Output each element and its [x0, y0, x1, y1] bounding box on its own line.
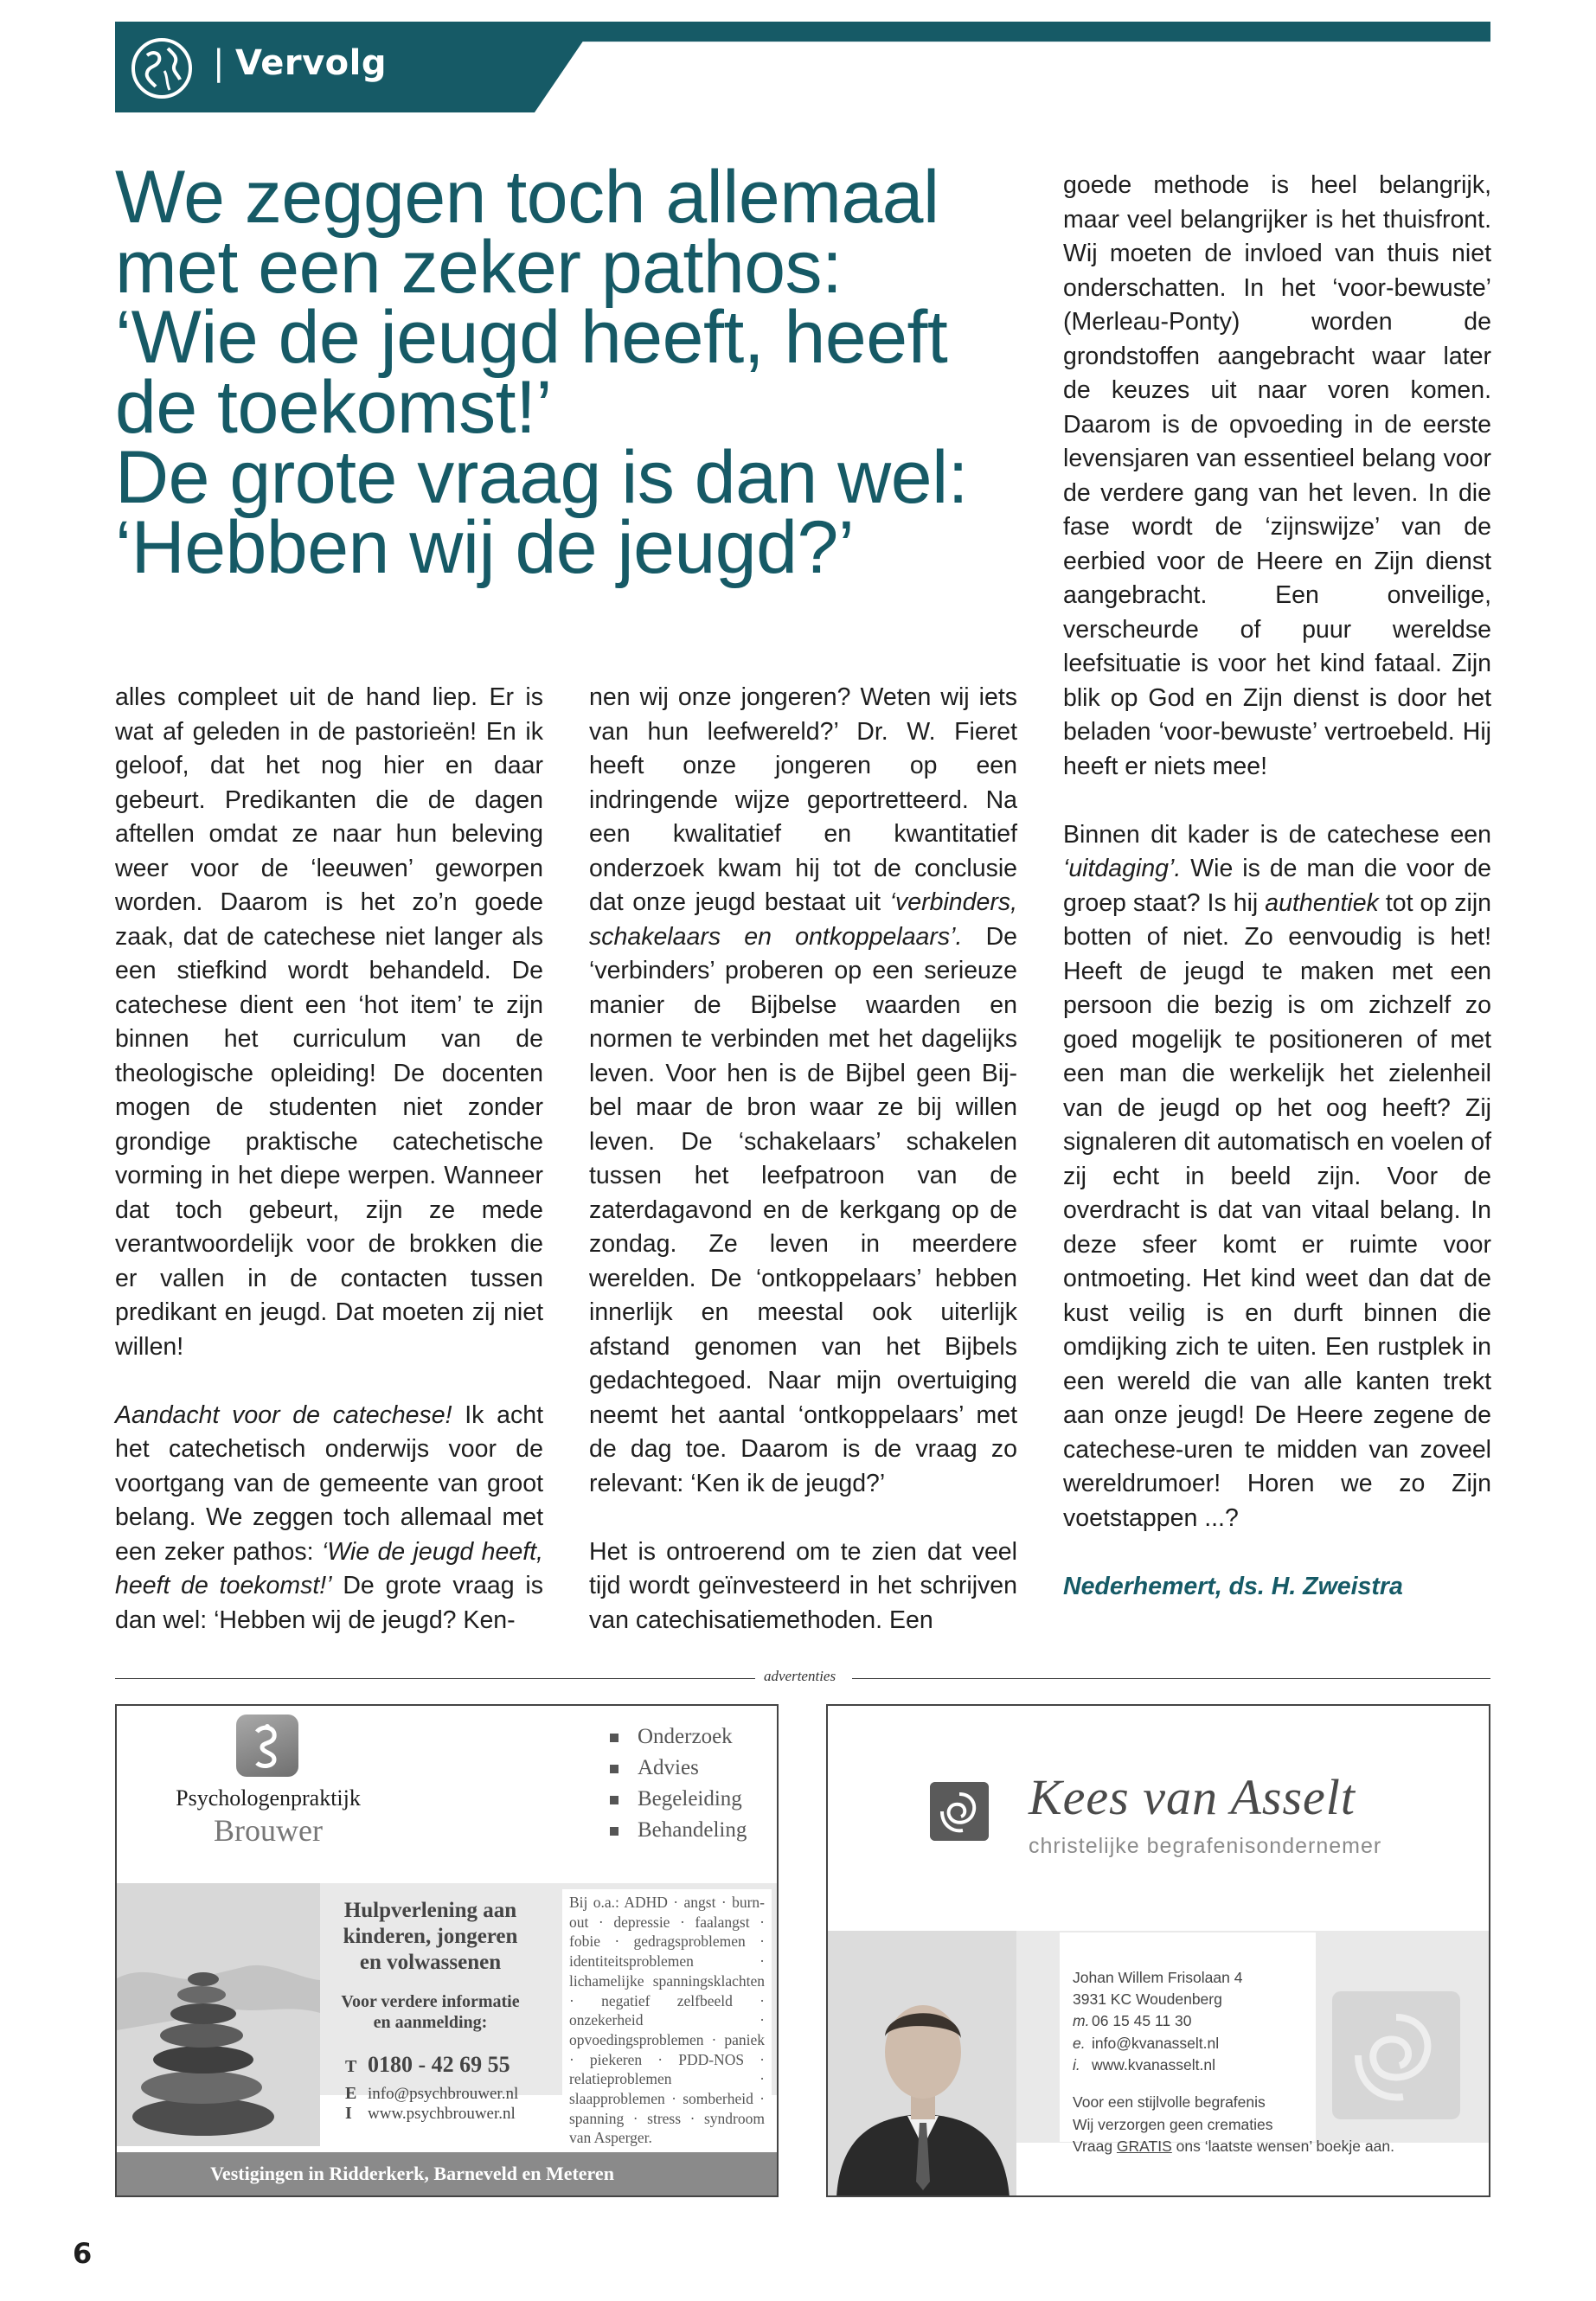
article-column-1: [115, 681, 543, 1638]
paragraph: Binnen dit kader is de catechese een ‘uitdaging’. Wie is de man die voor de groep staat? Is hij authentiek tot op zijn botten of niet. Zo eenvoudig is het! Heeft de jeugd te maken met een persoon die bezig is om zichzelf zo goed mogelijk te positioneren of met een man die werkelijk het zielenheil van de jeugd op het oog heeft? Zij signaleren dit automatisch en voelen of zij echt in beeld zijn. Voor de overdracht is dat van vitaal belang. In deze sfeer komt er ruimte voor ontmoeting. Het kind weet dan dat de kust veilig is en durft binnen die omdijking zich te uiten. Een rustplek in een wereld die van alle kanten trekt aan onze jeugd! De Heere zegene de catechese-uren te midden van zoveel wereldrumoer! Horen we zo Zijn voetstappen ...?: [1063, 820, 1492, 1532]
brand-tagline: christelijke begrafenisondernemer: [1029, 1834, 1382, 1858]
service-item: Onderzoek: [610, 1721, 747, 1753]
service-item: Behandeling: [610, 1815, 747, 1846]
help-title: Hulpverlening aan kinderen, jongeren en volwassenen: [343, 1899, 518, 1974]
pull-quote-line: De grote vraag is dan wel:: [115, 436, 969, 519]
divider-right: [852, 1678, 1490, 1679]
email-line[interactable]: E info@psychbrouwer.nl: [345, 2084, 519, 2103]
article-column-2: [589, 681, 1017, 1638]
pull-quote-line: We zeggen toch allemaal: [115, 156, 939, 239]
pull-quote-line: de toekomst!’: [115, 366, 552, 449]
article-column-3: [1063, 169, 1491, 1604]
paragraph: alles compleet uit de hand liep. Er is wat af geleden in de pastorieën! En ik geloof, dat het nog hier en daar gebeurt. Predikanten die de dagen aftellen omdat ze naar hun beleving weer voor de ‘leeuwen’ geworpen worden. Daarom is het zo’n goede zaak, dat de catechese niet langer als een stiefkind wordt behandeld. De catechese dient een ‘hot item’ te zijn binnen het curriculum van de theologische opleiding! De docenten mogen de studenten niet zonder grondige praktische catechetische vorming in het diepe werpen. Wanneer dat toch gebeurt, zijn ze mede verantwoordelijk voor de brokken die er vallen in de contacten tussen predikant en jeugd. Dat moeten zij niet willen!: [115, 683, 543, 1361]
brand-name: Kees van Asselt: [1029, 1769, 1356, 1825]
pull-quote: [115, 156, 980, 589]
email-line[interactable]: e. info@kvanasselt.nl: [1073, 2035, 1220, 2052]
note-line: Wij verzorgen geen crematies: [1073, 2115, 1273, 2133]
pull-quote-line: ‘Hebben wij de jeugd?’: [115, 506, 855, 589]
ad-kees-van-asselt[interactable]: [826, 1704, 1490, 2197]
paragraph: goede methode is heel belangrijk, maar veel belangrijker is het thuisfront. Wij moeten de invloed van thuis niet onderschatten. In het ‘voor-bewuste’ (Merleau-Ponty) worden de grondstoffen aangebracht waar later de keuzes uit naar voren komen. Daarom is de opvoeding in de eerste levensjaren van essentieel belang voor de verdere gang van het leven. In die fase wordt de ‘zijnswijze’ van de eerbied voor de Heere en Zijn dienst aangebracht. Een onveilige, verscheurde of puur wereldse leefsituatie is voor het kind fataal. Zijn blik op God en Zijn dienst is door het beladen ‘voor-bewuste’ vertroebeld. Hij heeft er niets mee!: [1063, 171, 1491, 780]
phone-line: T 0180 - 42 69 55: [345, 2052, 510, 2077]
note-line: Voor een stijlvolle begrafenis: [1073, 2093, 1266, 2111]
stacked-stones-image: [117, 1883, 320, 2146]
website-link[interactable]: I www.psychbrouwer.nl: [345, 2104, 516, 2123]
page-number: 6: [73, 2237, 93, 2270]
service-notes: [1073, 2092, 1394, 2158]
paragraph: Aandacht voor de catechese! Ik acht het catechetisch onderwijs voor de voortgang van de gemeente van groot belang. We zeggen toch allemaal met een zeker pathos: ‘Wie de jeugd heeft, heeft de toekomst!’ De grote vraag is dan wel: ‘Hebben wij de jeugd? Ken-: [115, 1400, 544, 1634]
service-item: Begeleiding: [610, 1784, 747, 1815]
mobile-line: m. 06 15 45 11 30: [1073, 2012, 1192, 2029]
author-signature: Nederhemert, ds. H. Zweistra: [1063, 1572, 1403, 1600]
practice-logo: [236, 1715, 298, 1777]
services-list: [610, 1721, 747, 1846]
info-title: Voor verdere informatie en aanmelding:: [341, 1992, 520, 2032]
portrait-photo: [828, 1931, 1016, 2197]
practice-name-sub: Brouwer: [214, 1813, 323, 1848]
ad-footer: Vestigingen in Ridderkerk, Barneveld en Meteren: [117, 2152, 777, 2195]
section-label: | Vervolg: [213, 43, 388, 83]
pull-quote-line: ‘Wie de jeugd heeft, heeft: [115, 296, 948, 379]
conditions-list: Bij o.a.: ADHD · angst · burn-out · depressie · faalangst · fobie · gedragsproblemen · identiteitsproblemen · lichamelijke spanningsklachten · negatief zelfbeeld · onzekerheid · opvoedingsproblemen · paniek · piekeren · PDD-NOS · relatieproblemen · slaapproblemen · somberheid · spanning · stress · syndroom van Asperger.: [562, 1889, 772, 2140]
logo-symbol-icon: [236, 1715, 298, 1777]
advertenties-label: advertenties: [764, 1668, 836, 1684]
website-link[interactable]: i. www.kvanasselt.nl: [1073, 2056, 1215, 2073]
rose-logo-icon: [930, 1782, 989, 1841]
paragraph: Het is ontroerend om te zien dat veel tijd wordt geïnvesteerd in het schrijven van catechisatiemethoden. Een: [589, 1537, 1017, 1634]
service-item: Advies: [610, 1753, 747, 1784]
globe-icon: [130, 36, 194, 100]
note-line: Vraag GRATIS ons ‘laatste wensen’ boekje aan.: [1073, 2138, 1394, 2155]
address-city: 3931 KC Woudenberg: [1073, 1990, 1222, 2008]
ad-psychologenpraktijk[interactable]: [115, 1704, 779, 2197]
divider-left: [115, 1678, 755, 1679]
address-street: Johan Willem Frisolaan 4: [1073, 1969, 1243, 1986]
paragraph: nen wij onze jongeren? Weten wij iets van hun leefwereld?’ Dr. W. Fieret heeft onze jongeren op een indringende wijze geportretteerd. Na een kwalitatief en kwantitatief onderzoek kwam hij tot de conclusie dat onze jeugd bestaat uit ‘verbinders, schakelaars en ontkoppelaars’. De ‘verbinders’ proberen op een serieuze manier de Bijbelse waarden en normen te verbinden met het dagelijks leven. Voor hen is de Bijbel geen Bij-bel maar de bron waar ze bij willen leven. De ‘schakelaars’ schakelen tussen het leefpatroon van de zaterdagavond en de kerkgang op de zondag. Ze leven in meerdere werelden. De ‘ontkoppelaars’ hebben innerlijk en meestal ook uiterlijk afstand genomen van het Bijbels gedachtegoed. Naar mijn overtuiging neemt het aantal ‘ontkoppelaars’ met de dag toe. Daarom is de vraag zo relevant: ‘Ken ik de jeugd?’: [589, 683, 1018, 1497]
pull-quote-line: met een zeker pathos:: [115, 226, 843, 309]
practice-name: Psychologenpraktijk: [176, 1785, 361, 1811]
